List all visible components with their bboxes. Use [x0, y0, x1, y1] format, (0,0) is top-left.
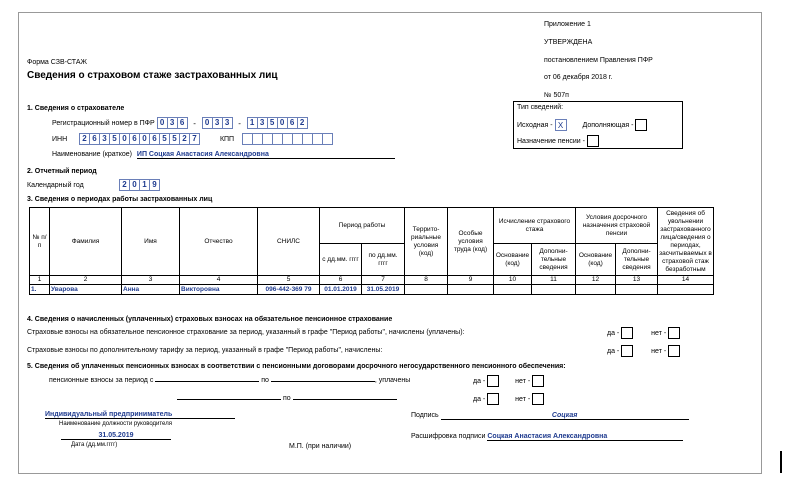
s5-r1-yes-checkbox[interactable]	[487, 375, 499, 387]
th-special: Особые условия труда (код)	[448, 208, 494, 276]
reg-number-part3[interactable]	[247, 117, 308, 129]
name-label: Наименование (краткое)	[52, 151, 132, 158]
cell-dismissal	[658, 285, 714, 295]
info-type-label: Тип сведений:	[517, 104, 564, 111]
th-calc: Исчисление страхового стажа	[494, 208, 576, 244]
reg-number-part2[interactable]	[202, 117, 233, 129]
column-number: 13	[616, 276, 658, 285]
column-number: 1	[30, 276, 50, 285]
appendix-line5: № 507п	[544, 92, 569, 99]
decode-value[interactable]: Соцкая Анастасия Александровна	[487, 433, 683, 441]
s4-l2-yes-checkbox[interactable]	[621, 345, 633, 357]
section5-row1	[49, 377, 410, 384]
periods-table	[29, 207, 714, 295]
s4-l2-no-checkbox[interactable]	[668, 345, 680, 357]
date-label: Дата (дд.мм.гггг)	[71, 442, 118, 448]
inn-cell[interactable]: 6	[149, 133, 160, 145]
reg2-cell[interactable]: 0	[202, 117, 213, 129]
info-type-pension-row	[517, 135, 599, 147]
year-cell[interactable]: 0	[129, 179, 140, 191]
year-row	[27, 179, 160, 191]
column-number: 4	[180, 276, 258, 285]
cell-calc-basis	[494, 285, 532, 295]
section3-heading: 3. Сведения о периодах работы застрахованных лиц	[27, 196, 213, 203]
inn-cell[interactable]: 3	[99, 133, 110, 145]
s5-to-label-2: по	[282, 395, 291, 402]
column-number: 12	[576, 276, 616, 285]
th-early-basis: Основание (код)	[576, 244, 616, 276]
s4-l1-yes-label: да -	[607, 329, 620, 337]
cell-surname: Уварова	[50, 285, 122, 295]
section4-line1: Страховые взносы на обязательное пенсионное страхование за период, указанный в графе "Период работы", начислены (уплачены):	[27, 329, 465, 336]
appendix-line1: Приложение 1	[544, 21, 591, 28]
th-period: Период работы	[320, 208, 405, 244]
section2-heading: 2. Отчетный период	[27, 168, 97, 175]
column-number: 5	[258, 276, 320, 285]
reg3-cell[interactable]: 3	[257, 117, 268, 129]
s4-l1-no-label: нет -	[651, 329, 667, 337]
th-patronymic: Отчество	[180, 208, 258, 276]
initial-label: Исходная -	[517, 121, 553, 129]
initial-checkbox[interactable]: X	[555, 119, 567, 131]
kpp-cell[interactable]	[322, 133, 333, 145]
pension-checkbox[interactable]	[587, 135, 599, 147]
year-cell[interactable]: 9	[149, 179, 160, 191]
reg1-cell[interactable]: 3	[167, 117, 178, 129]
column-number: 6	[320, 276, 362, 285]
column-number: 2	[50, 276, 122, 285]
column-number: 7	[362, 276, 405, 285]
inn-cell[interactable]: 5	[169, 133, 180, 145]
s5-r2-no-label: нет -	[515, 395, 531, 403]
inn-cell[interactable]: 5	[159, 133, 170, 145]
section4-line1-choice	[607, 327, 680, 339]
inn-cell[interactable]: 2	[79, 133, 90, 145]
reg2-cell[interactable]: 3	[222, 117, 233, 129]
form-page	[18, 12, 762, 474]
reg3-cell[interactable]: 2	[297, 117, 308, 129]
stamp-label: М.П. (при наличии)	[289, 443, 352, 450]
cell-snils: 096-442-369 79	[258, 285, 320, 295]
section5-row2	[177, 395, 397, 402]
info-type-initial-row	[517, 119, 647, 131]
s5-r1-yes-label: да -	[473, 377, 486, 385]
cell-territory	[405, 285, 448, 295]
column-number: 9	[448, 276, 494, 285]
s5-r2-no-checkbox[interactable]	[532, 393, 544, 405]
inn-cell[interactable]: 2	[179, 133, 190, 145]
reg-number-row: Регистрационный номер в ПФР 0 3 6 - 0 3 3 - 1 3 5 0 6 2	[52, 117, 308, 129]
sign-value[interactable]: Соцкая	[441, 412, 689, 420]
s4-l2-no-label: нет -	[651, 347, 667, 355]
th-snils: СНИЛС	[258, 208, 320, 276]
reg3-cell[interactable]: 1	[247, 117, 258, 129]
inn-label: ИНН	[52, 135, 68, 143]
column-number: 11	[532, 276, 576, 285]
cell-early-basis	[576, 285, 616, 295]
kpp-cells[interactable]	[242, 133, 333, 145]
reg3-cell[interactable]: 5	[267, 117, 278, 129]
year-cell[interactable]: 2	[119, 179, 130, 191]
s5-paid-label: , уплачены	[374, 377, 411, 384]
inn-cell[interactable]: 6	[89, 133, 100, 145]
s5-r2-yes-checkbox[interactable]	[487, 393, 499, 405]
section4-line2-choice	[607, 345, 680, 357]
th-num: № п/п	[30, 208, 50, 276]
inn-cell[interactable]: 7	[189, 133, 200, 145]
th-calc-extra: Дополни-тельные сведения	[532, 244, 576, 276]
name-row	[52, 151, 395, 159]
inn-cell[interactable]: 0	[139, 133, 150, 145]
cell-special	[448, 285, 494, 295]
column-numbers-row	[30, 276, 714, 285]
s5-r1-no-checkbox[interactable]	[532, 375, 544, 387]
s5-contrib-label: пенсионные взносы за период с	[49, 377, 154, 384]
column-number: 10	[494, 276, 532, 285]
column-number: 8	[405, 276, 448, 285]
inn-cell[interactable]: 0	[119, 133, 130, 145]
section5-choice2	[473, 393, 544, 405]
section4-line2: Страховые взносы по дополнительному тарифу за период, указанный в графе "Период работы", начислены:	[27, 347, 383, 354]
kpp-label: КПП	[219, 135, 235, 143]
cell-calc-extra	[532, 285, 576, 295]
section5-heading: 5. Сведения об уплаченных пенсионных взносах в соответствии с пенсионными договорами досрочного негосударственного пенсионного обеспечения:	[27, 363, 566, 370]
th-early: Условия досрочного назначения страховой пенсии	[576, 208, 658, 244]
form-title: Сведения о страховом стаже застрахованных лиц	[27, 70, 278, 81]
inn-cell[interactable]: 5	[109, 133, 120, 145]
date-value[interactable]: 31.05.2019	[61, 432, 171, 440]
info-type-box	[513, 101, 683, 149]
reg1-cell[interactable]: 6	[177, 117, 188, 129]
section4-heading: 4. Сведения о начисленных (уплаченных) страховых взносах на обязательное пенсионное страхование	[27, 316, 393, 323]
th-territory: Террито-риальные условия (код)	[405, 208, 448, 276]
reg1-cell[interactable]: 0	[157, 117, 168, 129]
cell-from: 01.01.2019	[320, 285, 362, 295]
reg3-cell[interactable]: 6	[287, 117, 298, 129]
year-cells[interactable]	[119, 179, 160, 191]
appendix-line3: постановлением Правления ПФР	[544, 57, 653, 64]
decode-row	[411, 433, 683, 441]
position-label: Наименование должности руководителя	[59, 421, 172, 427]
form-code: Форма СЗВ-СТАЖ	[27, 59, 87, 66]
s5-to-field-2[interactable]	[293, 399, 397, 400]
inn-row	[52, 133, 333, 145]
position-value[interactable]: Индивидуальный предприниматель	[45, 411, 235, 419]
supplement-checkbox[interactable]	[635, 119, 647, 131]
cell-early-extra	[616, 285, 658, 295]
year-label: Календарный год	[27, 181, 84, 189]
supplement-label: Дополняющая -	[582, 121, 634, 129]
th-early-extra: Дополни-тельные сведения	[616, 244, 658, 276]
section1-heading: 1. Сведения о страхователе	[27, 105, 125, 112]
signature-row	[411, 412, 689, 420]
column-number: 14	[658, 276, 714, 285]
text-cursor	[780, 451, 782, 473]
reg2-cell[interactable]: 3	[212, 117, 223, 129]
th-surname: Фамилия	[50, 208, 122, 276]
s5-from-field-2[interactable]	[177, 399, 281, 400]
cell-name: Анна	[122, 285, 180, 295]
s5-from-field-1[interactable]	[155, 381, 259, 382]
s4-l1-yes-checkbox[interactable]	[621, 327, 633, 339]
s5-to-field-1[interactable]	[271, 381, 375, 382]
th-from: с дд.мм. гггг	[320, 244, 362, 276]
th-calc-basis: Основание (код)	[494, 244, 532, 276]
th-dismissal: Сведения об увольнении застрахованного лица/сведения о периодах, засчитываемых в страховой стаж безработным	[658, 208, 714, 276]
th-to: по дд.мм. гггг	[362, 244, 405, 276]
appendix-line2: УТВЕРЖДЕНА	[544, 39, 593, 46]
cell-patronymic: Викторовна	[180, 285, 258, 295]
reg-number-label: Регистрационный номер в ПФР	[52, 119, 155, 127]
inn-cell[interactable]: 6	[129, 133, 140, 145]
s5-r2-yes-label: да -	[473, 395, 486, 403]
decode-label: Расшифровка подписи	[411, 433, 486, 440]
s5-r1-no-label: нет -	[515, 377, 531, 385]
appendix-line4: от 06 декабря 2018 г.	[544, 74, 613, 81]
th-name: Имя	[122, 208, 180, 276]
table-row[interactable]	[30, 285, 714, 295]
sign-label: Подпись	[411, 412, 439, 419]
name-value[interactable]: ИП Соцкая Анастасия Александровна	[137, 151, 395, 159]
reg3-cell[interactable]: 0	[277, 117, 288, 129]
reg-number-part1[interactable]	[157, 117, 188, 129]
pension-label: Назначение пенсии -	[517, 137, 585, 145]
year-cell[interactable]: 1	[139, 179, 150, 191]
inn-cells[interactable]	[79, 133, 200, 145]
s4-l1-no-checkbox[interactable]	[668, 327, 680, 339]
s5-to-label-1: по	[261, 377, 269, 384]
column-number: 3	[122, 276, 180, 285]
section5-choice1	[473, 375, 544, 387]
s4-l2-yes-label: да -	[607, 347, 620, 355]
cell-to: 31.05.2019	[362, 285, 405, 295]
cell-num: 1.	[30, 285, 50, 295]
